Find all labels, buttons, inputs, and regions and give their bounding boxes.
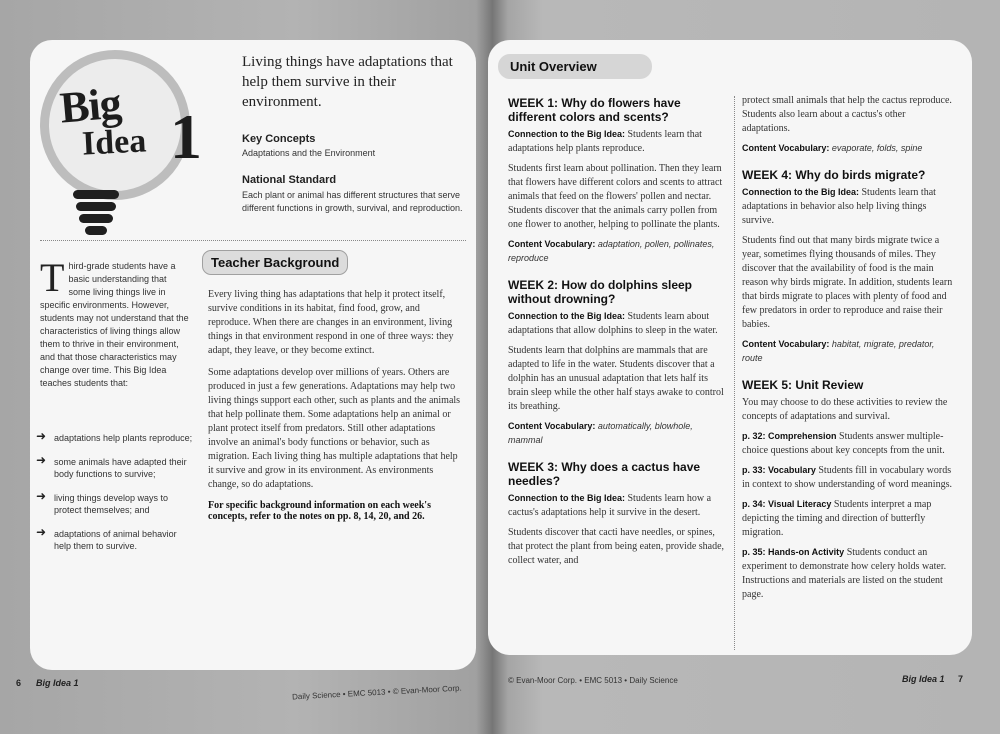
- bullet-list: [36, 429, 194, 564]
- week-4-body: Students find out that many birds migrate twice a year, sometimes flying thousands of miles. They discover that the availability of food is the main reason why birds migrate. In addition, students learn that birds migrate to places with plenty of food and few predators in order to reproduce and raise their babies.: [742, 235, 953, 330]
- intro-column-text: hird-grade students have a basic understanding that some living things live in specific environments. However, students may not understand that the characteristics of living things allow them to thrive in their environment, and that those characteristics may change over time. This Big Idea teaches students that:: [40, 261, 189, 388]
- logo-big-text: Big: [57, 78, 123, 133]
- logo-idea-text: Idea: [81, 122, 148, 163]
- week-4-vocab: Content Vocabulary: habitat, migrate, predator, route: [742, 339, 935, 363]
- week-1-connection: Connection to the Big Idea: Students learn that adaptations help plants reproduce.: [508, 129, 702, 154]
- right-footer-title: Big Idea 1: [902, 674, 945, 684]
- column-divider: [734, 96, 735, 650]
- review-item: p. 33: Vocabulary Students fill in vocabulary words in context to show understanding of word meanings.: [742, 465, 952, 490]
- arrow-right-icon: ➜: [36, 429, 47, 443]
- week-5-intro: You may choose to do these activities to review the concepts of adaptations and survival.: [742, 397, 948, 422]
- review-item: p. 32: Comprehension Students answer multiple-choice questions about key concepts from the unit.: [742, 431, 945, 456]
- key-concepts-heading: Key Concepts: [242, 133, 316, 145]
- week-3-body-continued: protect small animals that help the cactus reproduce. Students also learn about a cactus's other adaptations.: [742, 95, 952, 134]
- big-idea-statement: Living things have adaptations that help them survive in their environment.: [242, 54, 453, 110]
- week-3-connection: Connection to the Big Idea: Students learn how a cactus's adaptations help it survive in the desert.: [508, 493, 712, 518]
- right-page-number: 7: [958, 674, 964, 684]
- week-3-title: WEEK 3: Why does a cactus have needles?: [508, 460, 701, 488]
- national-standard-heading: National Standard: [242, 174, 337, 186]
- review-item: p. 35: Hands-on Activity Students conduct an experiment to demonstrate how celery holds water. Instructions and materials are listed on the student page.: [742, 547, 947, 600]
- teacher-background-paragraph: Some adaptations develop over millions of years. Others are produced in just a few generations. Adaptations may help two living things support each other, such as plants and the animals that help pollinate them. Some adaptations help an animal or plant protect itself from predators. Still other adaptations involve an animal's body functions or behavior, such as migration. Each living thing has multiple adaptations that help it survive and grow in its environment. As environments change, so do adaptations.: [208, 367, 461, 490]
- week-2-body: Students learn that dolphins are mammals that are adapted to life in the water. Students discover that a dolphin has an unusual adaptation that lets half its brain sleep while the other half stays awake to control its breathing.: [508, 345, 724, 412]
- right-footer-credit: © Evan-Moor Corp. • EMC 5013 • Daily Science: [508, 676, 678, 685]
- right-content-panel: [488, 40, 972, 655]
- review-item: p. 34: Visual Literacy Students interpret a map depicting the timing and direction of butterfly migration.: [742, 499, 932, 538]
- overview-column-2: [742, 94, 954, 608]
- left-page-number: 6: [16, 678, 22, 688]
- week-3-body-start: Students discover that cacti have needles, or spines, that protect the plant from being eaten, provide shade, collect water, and: [508, 527, 725, 566]
- arrow-right-icon: ➜: [36, 453, 47, 467]
- dotted-divider: [40, 240, 466, 241]
- key-concepts-text: Adaptations and the Environment: [242, 148, 376, 158]
- overview-column-1: [508, 96, 726, 574]
- left-footer-credit: Daily Science • EMC 5013 • © Evan-Moor Corp.: [291, 683, 462, 702]
- list-item: ➜ adaptations of animal behavior help them to survive.: [36, 525, 177, 551]
- intro-column: [40, 255, 190, 390]
- drop-cap: T: [40, 255, 65, 300]
- arrow-right-icon: ➜: [36, 489, 47, 503]
- week-5-title: WEEK 5: Unit Review: [742, 378, 864, 392]
- left-content-panel: [30, 40, 476, 670]
- teacher-background-paragraph: Every living thing has adaptations that help it protect itself, survive conditions in its habitat, find food, grow, and reproduce. When there are changes in an environment, living things in that environment respond in one of three ways: they adapt, they leave, or they become extinct.: [208, 289, 454, 356]
- week-2-vocab: Content Vocabulary: automatically, blowhole, mammal: [508, 421, 693, 445]
- week-1-title: WEEK 1: Why do flowers have different colors and scents?: [508, 96, 681, 124]
- week-4-connection: Connection to the Big Idea: Students learn that adaptations in behavior also help living things survive.: [742, 187, 936, 226]
- teacher-background-body: [208, 288, 464, 530]
- week-1-vocab: Content Vocabulary: adaptation, pollen, pollinates, reproduce: [508, 239, 715, 263]
- logo-number: 1: [170, 101, 202, 172]
- teacher-background-heading: Teacher Background: [202, 250, 348, 275]
- week-1-body: Students first learn about pollination. Then they learn that flowers have different colors and scents to attract animals that feed on the flowers' pollen and nectar. Students discover that the animals carry pollen from one flower to another, helping to pollinate the plants.: [508, 163, 723, 230]
- week-4-title: WEEK 4: Why do birds migrate?: [742, 168, 926, 182]
- week-2-connection: Connection to the Big Idea: Students learn about adaptations that allow dolphins to sleep in the water.: [508, 311, 718, 336]
- background-reference-note: For specific background information on each week's concepts, refer to the notes on pp. 8, 14, 20, and 26.: [208, 500, 431, 522]
- arrow-right-icon: ➜: [36, 525, 47, 539]
- week-3-vocab: Content Vocabulary: evaporate, folds, spine: [742, 143, 923, 153]
- week-2-title: WEEK 2: How do dolphins sleep without drowning?: [508, 278, 693, 306]
- national-standard-text: Each plant or animal has different structures that serve different functions in growth, survival, and reproduction.: [242, 190, 463, 213]
- bulb-base-icon: [72, 190, 120, 238]
- list-item: ➜ some animals have adapted their body functions to survive;: [36, 453, 187, 479]
- list-item: ➜ living things develop ways to protect themselves; and: [36, 489, 169, 515]
- left-footer-title: Big Idea 1: [36, 678, 79, 688]
- unit-overview-heading: Unit Overview: [498, 54, 652, 79]
- list-item: ➜ adaptations help plants reproduce;: [36, 429, 193, 443]
